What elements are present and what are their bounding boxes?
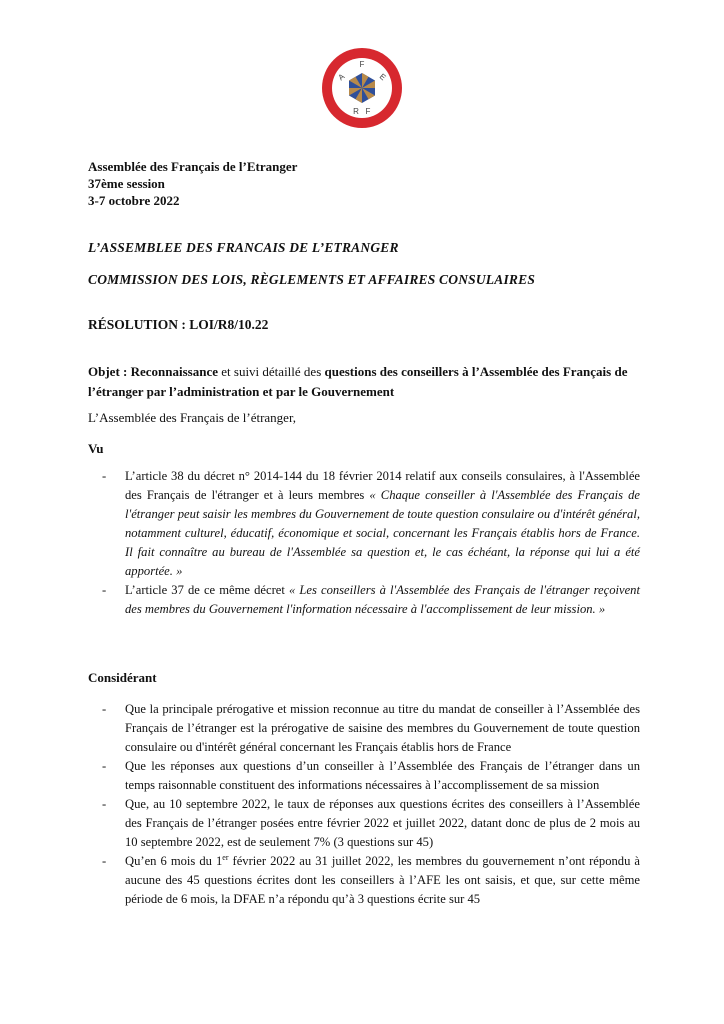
list-item: - Que, au 10 septembre 2022, le taux de réponses aux questions écrites des conseillers à l’Assemblée des Français de l’étranger posées entre février 2022 et juillet 2022, datant donc de plus de 2 mois au 10 septembre 2022, est de seulement 7% (3 questions sur 45) bbox=[88, 795, 640, 852]
objet-label: Objet : Reconnaissance bbox=[88, 364, 218, 379]
svg-text:A: A bbox=[336, 71, 347, 83]
header-session: 37ème session bbox=[88, 176, 165, 191]
list-item: - L’article 37 de ce même décret « Les conseillers à l'Assemblée des Français de l'étranger reçoivent des membres du Gouvernement l'information nécessaire à l'accomplissement de leur mission. » bbox=[88, 581, 640, 619]
list-item: - Que les réponses aux questions d’un conseiller à l’Assemblée des Français de l’étranger dans un temps raisonnable constituent des informations nécessaires à l’accomplissement de sa mission bbox=[88, 757, 640, 795]
header-dates: 3-7 octobre 2022 bbox=[88, 193, 180, 208]
considerant-heading: Considérant bbox=[88, 670, 157, 685]
objet-mid: et suivi détaillé des bbox=[218, 364, 325, 379]
assembly-title: L’ASSEMBLEE DES FRANCAIS DE L’ETRANGER bbox=[88, 240, 399, 255]
list-item: - L’article 38 du décret n° 2014-144 du 18 février 2014 relatif aux conseils consulaires, à l'Assemblée des Français de l'étranger et à leurs membres « Chaque conseiller à l'Assemblée des Français de l'étranger peut saisir les membres du Gouvernement de toute question consulaire ou d'intérêt général, notamment culturel, éducatif, économique et social, concernant les Français établis hors de France. Il fait connaître au bureau de l'Assemblée sa question et, le cas échéant, la réponse qui lui a été apportée. » bbox=[88, 467, 640, 581]
objet-rest: questions des conseillers à l’Assemblée des Français de l’étranger par l’administration et par le Gouvernement bbox=[88, 364, 628, 399]
list-item: - Qu’en 6 mois du 1er février 2022 au 31 juillet 2022, les membres du gouvernement n’ont répondu à aucune des 45 questions écrites dont les conseillers à l’AFE les ont saisis, et que, sur cette même période de 6 mois, la DFAE n’a répondu qu’à 3 questions écrite sur 45 bbox=[88, 852, 640, 909]
intro-line: L’Assemblée des Français de l’étranger, bbox=[88, 410, 297, 425]
document-header bbox=[88, 158, 297, 209]
quote: « Les conseillers à l'Assemblée des Français de l'étranger reçoivent des membres du Gouvernement l'information nécessaire à l'accomplissement de leur mission. » bbox=[125, 583, 640, 616]
objet-paragraph bbox=[88, 362, 648, 402]
vu-heading: Vu bbox=[88, 441, 104, 456]
svg-text:F: F bbox=[359, 60, 365, 69]
afe-logo bbox=[318, 44, 406, 132]
svg-text:F: F bbox=[365, 107, 371, 116]
header-org: Assemblée des Français de l’Etranger bbox=[88, 159, 298, 174]
quote: « Chaque conseiller à l'Assemblée des Français de l'étranger peut saisir les membres du Gouvernement de toute question consulaire ou d'intérêt général, notamment culturel, éducatif, économique et social, concernant les Français établis hors de France. Il fait connaître au bureau de l'Assemblée sa question et, le cas échéant, la réponse qui lui a été apportée. » bbox=[125, 488, 640, 578]
resolution-title: RÉSOLUTION : LOI/R8/10.22 bbox=[88, 317, 269, 332]
vu-list bbox=[88, 467, 640, 619]
list-item: - Que la principale prérogative et mission reconnue au titre du mandat de conseiller à l’Assemblée des Français de l’étranger est la prérogative de saisine des membres du Gouvernement de toute question consulaire ou d'intérêt général concernant les Français établis hors de France bbox=[88, 700, 640, 757]
svg-text:E: E bbox=[377, 71, 388, 83]
commission-title: COMMISSION DES LOIS, RÈGLEMENTS ET AFFAIRES CONSULAIRES bbox=[88, 272, 536, 287]
considerant-list bbox=[88, 700, 640, 909]
svg-text:R: R bbox=[353, 107, 359, 116]
